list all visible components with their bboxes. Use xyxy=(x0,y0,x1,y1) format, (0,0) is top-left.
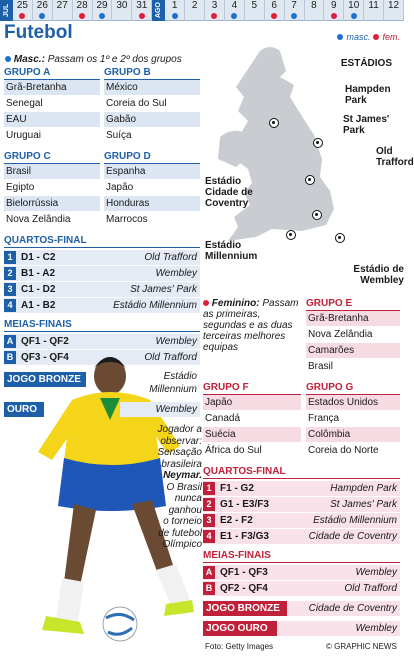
team-row: Grã-Bretanha xyxy=(4,80,100,96)
masc-note-label: Masc.: xyxy=(13,54,45,65)
team-row: Espanha xyxy=(104,164,200,180)
group-heading: GRUPO G xyxy=(306,381,400,395)
football-icon xyxy=(312,210,322,220)
calendar-day-number: 12 xyxy=(387,0,400,11)
player-note-line: nunca xyxy=(174,493,202,504)
match-number: 3 xyxy=(4,283,16,296)
match-markers xyxy=(39,13,45,19)
team-row: Uruguai xyxy=(4,128,100,144)
football-icon xyxy=(286,230,296,240)
calendar-day xyxy=(344,0,364,21)
match-number: 1 xyxy=(203,482,215,495)
match-number: B xyxy=(4,351,16,364)
calendar-day-number: 30 xyxy=(116,0,128,11)
masc-note xyxy=(5,54,182,65)
match-pair: E2 - F2 xyxy=(220,515,253,526)
masc-quarters-heading: QUARTOS-FINAL xyxy=(4,234,200,248)
player-note-line: Olímpico xyxy=(162,539,202,550)
venue-line: Millennium xyxy=(149,384,197,395)
player-note-line: ganhou xyxy=(168,504,202,516)
player-note-line: observar: xyxy=(160,435,202,447)
player-note-line: Sensação xyxy=(157,447,202,458)
calendar-day xyxy=(265,0,285,21)
match-markers xyxy=(172,13,178,19)
match-pair: C1 - D2 xyxy=(21,284,56,295)
team-row: Japão xyxy=(203,395,301,411)
masc-gold-venue: Wembley xyxy=(120,402,200,417)
match-number: 1 xyxy=(4,251,16,264)
photo-credit-right: Foto: Getty Images xyxy=(205,642,274,651)
fem-gold-venue: Wembley xyxy=(277,621,400,636)
legend-masc: masc. xyxy=(346,32,371,42)
copyright: © GRAPHIC NEWS xyxy=(326,642,397,651)
player-note-line: brasileira xyxy=(161,458,202,470)
match-number: A xyxy=(4,335,16,348)
team-row: Suíça xyxy=(104,128,200,144)
masc-bronze-venue xyxy=(126,370,200,398)
group-e xyxy=(306,297,400,375)
match-row xyxy=(203,581,400,596)
calendar-day xyxy=(53,0,73,21)
calendar-day xyxy=(245,0,265,21)
team-row: Senegal xyxy=(4,96,100,112)
calendar-day-number: 3 xyxy=(211,0,218,11)
team-row: Coreia do Norte xyxy=(306,443,400,459)
team-row: Egipto xyxy=(4,180,100,196)
team-row: Bielorrússia xyxy=(4,196,100,212)
team-row: Marrocos xyxy=(104,212,200,228)
match-row xyxy=(4,282,200,297)
calendar-day-number: 5 xyxy=(251,0,258,11)
calendar-day-number: 2 xyxy=(191,0,198,11)
group-heading: GRUPO B xyxy=(104,66,200,80)
map-title: ESTÁDIOS xyxy=(340,58,392,69)
venue-line: Estádio xyxy=(163,371,197,382)
group-f xyxy=(203,381,301,459)
match-row xyxy=(203,565,400,580)
group-a xyxy=(4,66,100,144)
calendar-day xyxy=(73,0,93,21)
team-row: Grã-Bretanha xyxy=(306,311,400,327)
football-icon xyxy=(305,175,315,185)
team-row: Japão xyxy=(104,180,200,196)
team-row: Honduras xyxy=(104,196,200,212)
masc-note-text: Passam os 1º e 2º dos grupos xyxy=(47,54,182,65)
calendar-day xyxy=(364,0,384,21)
match-venue: St James' Park xyxy=(130,284,197,295)
fem-bronze-venue: Cidade de Coventry xyxy=(287,601,400,616)
masc-dot-icon xyxy=(5,56,11,62)
calendar-day-number: 7 xyxy=(291,0,297,11)
fem-gold-bar: JOGO OURO xyxy=(203,621,277,636)
calendar-day-number: 29 xyxy=(96,0,108,11)
legend-fem: fem. xyxy=(382,32,400,42)
masc-match-dot-icon xyxy=(351,13,357,19)
fem-match-dot-icon xyxy=(139,13,145,19)
group-heading: GRUPO C xyxy=(4,150,100,164)
match-venue: Old Trafford xyxy=(144,352,197,363)
calendar-day xyxy=(225,0,245,21)
team-row: Nova Zelândia xyxy=(4,212,100,228)
fem-note-text: Passam as primeiras, segundas e as duas terceiras melhores equipas xyxy=(203,298,299,353)
match-markers xyxy=(79,13,85,19)
match-venue: Estádio Millennium xyxy=(113,300,197,311)
fem-match-dot-icon xyxy=(211,13,217,19)
team-row: Brasil xyxy=(306,359,400,375)
group-heading: GRUPO E xyxy=(306,297,400,311)
masc-gold-bar: OURO xyxy=(4,402,44,417)
calendar-day xyxy=(165,0,185,21)
calendar-day xyxy=(285,0,305,21)
month-label-ago: AGO xyxy=(152,0,165,21)
match-venue: St James' Park xyxy=(330,499,397,510)
player-note-line: de futebol xyxy=(158,527,202,539)
match-venue: Wembley xyxy=(155,336,197,347)
fem-match-dot-icon xyxy=(271,13,277,19)
calendar-day-number: 1 xyxy=(171,0,178,11)
match-venue: Hampden Park xyxy=(330,483,397,494)
player-note xyxy=(142,424,202,551)
match-pair: QF1 - QF3 xyxy=(220,567,268,578)
calendar-day-number: 10 xyxy=(348,0,360,11)
group-heading: GRUPO F xyxy=(203,381,301,395)
match-row xyxy=(4,298,200,313)
masc-match-dot-icon xyxy=(231,13,237,19)
team-row: Canadá xyxy=(203,411,301,427)
match-venue: Estádio Millennium xyxy=(313,515,397,526)
group-d xyxy=(104,150,200,228)
calendar-day xyxy=(93,0,113,21)
match-pair: QF2 - QF4 xyxy=(220,583,268,594)
player-note-line: Jogador a xyxy=(157,424,202,435)
match-pair: E1 - F3/G3 xyxy=(220,531,269,542)
match-venue: Old Trafford xyxy=(344,583,397,594)
calendar-strip xyxy=(0,0,404,21)
football-icon xyxy=(313,138,323,148)
calendar-day xyxy=(305,0,325,21)
team-row: Colômbia xyxy=(306,427,400,443)
calendar-day xyxy=(205,0,225,21)
calendar-day-number: 27 xyxy=(56,0,68,11)
group-c xyxy=(4,150,100,228)
fem-match-dot-icon xyxy=(331,13,337,19)
player-note-line: o torneio xyxy=(163,516,202,527)
calendar-day xyxy=(13,0,33,21)
stadium-label: St James' Park xyxy=(343,114,390,136)
match-number: 4 xyxy=(4,299,16,312)
match-venue: Old Trafford xyxy=(144,252,197,263)
match-row xyxy=(203,529,400,544)
team-row: África do Sul xyxy=(203,443,301,459)
team-row: Coreia do Sul xyxy=(104,96,200,112)
match-pair: D1 - C2 xyxy=(21,252,56,263)
masc-dot-icon xyxy=(337,34,343,40)
calendar-day-number: 28 xyxy=(76,0,88,11)
match-row xyxy=(203,513,400,528)
player-note-line: Neymar. xyxy=(163,470,202,481)
match-row xyxy=(4,266,200,281)
calendar-day-number: 25 xyxy=(16,0,28,11)
match-venue: Wembley xyxy=(155,268,197,279)
team-row: México xyxy=(104,80,200,96)
calendar-day-number: 9 xyxy=(331,0,337,11)
masc-match-dot-icon xyxy=(39,13,45,19)
stadium-label: Estádio de Wembley xyxy=(353,264,404,286)
masc-match-dot-icon xyxy=(172,13,178,19)
calendar-day xyxy=(132,0,152,21)
team-row: Camarões xyxy=(306,343,400,359)
calendar-day-number: 4 xyxy=(231,0,238,11)
calendar-day xyxy=(384,0,404,21)
match-pair: QF1 - QF2 xyxy=(21,336,69,347)
match-markers xyxy=(351,13,357,19)
masc-semis-heading: MEIAS-FINAIS xyxy=(4,318,200,332)
calendar-day xyxy=(324,0,344,21)
match-pair: B1 - A2 xyxy=(21,268,56,279)
match-number: 4 xyxy=(203,530,215,543)
match-pair: F1 - G2 xyxy=(220,483,254,494)
team-row: França xyxy=(306,411,400,427)
stadium-label: Old Trafford xyxy=(376,146,414,168)
match-number: 2 xyxy=(4,267,16,280)
player-note-line: O Brasil xyxy=(166,481,202,493)
group-g xyxy=(306,381,400,459)
masc-match-dot-icon xyxy=(99,13,105,19)
group-heading: GRUPO A xyxy=(4,66,100,80)
match-number: 3 xyxy=(203,514,215,527)
match-pair: A1 - B2 xyxy=(21,300,56,311)
match-number: A xyxy=(203,566,215,579)
team-row: EAU xyxy=(4,112,100,128)
fem-semis-heading: MEIAS-FINAIS xyxy=(203,549,400,563)
calendar-day xyxy=(185,0,205,21)
fem-quarters-heading: QUARTOS-FINAL xyxy=(203,465,400,479)
match-venue: Wembley xyxy=(355,567,397,578)
match-number: 2 xyxy=(203,498,215,511)
match-row xyxy=(4,250,200,265)
match-pair: QF3 - QF4 xyxy=(21,352,69,363)
masc-bronze-bar: JOGO BRONZE xyxy=(4,372,86,387)
calendar-day xyxy=(33,0,53,21)
match-markers xyxy=(19,13,25,19)
fem-bronze-bar: JOGO BRONZE xyxy=(203,601,287,616)
football-icon xyxy=(335,233,345,243)
page-title: Futebol xyxy=(4,22,73,43)
match-markers xyxy=(291,13,297,19)
match-pair: G1 - E3/F3 xyxy=(220,499,269,510)
match-venue: Cidade de Coventry xyxy=(308,531,397,542)
match-markers xyxy=(211,13,217,19)
calendar-day-number: 6 xyxy=(271,0,277,11)
team-row: Brasil xyxy=(4,164,100,180)
football-icon xyxy=(269,118,279,128)
calendar-day xyxy=(112,0,132,21)
match-markers xyxy=(331,13,337,19)
fem-dot-icon xyxy=(203,300,209,306)
month-label-jul: JUL xyxy=(0,0,13,21)
team-row: Suécia xyxy=(203,427,301,443)
team-row: Gabão xyxy=(104,112,200,128)
calendar-day-number: 8 xyxy=(311,0,317,11)
match-row xyxy=(203,497,400,512)
match-markers xyxy=(271,13,277,19)
team-row: Estados Unidos xyxy=(306,395,400,411)
fem-note xyxy=(203,298,301,353)
fem-match-dot-icon xyxy=(79,13,85,19)
group-heading: GRUPO D xyxy=(104,150,200,164)
calendar-day-number: 11 xyxy=(368,0,379,11)
masc-match-dot-icon xyxy=(291,13,297,19)
stadium-label: Hampden Park xyxy=(345,84,391,106)
match-number: B xyxy=(203,582,215,595)
stadium-label: Estádio Millennium xyxy=(205,240,258,262)
stadium-label: Estádio Cidade de Coventry xyxy=(205,176,253,209)
photo-credit-left: Fonte: LOCOG xyxy=(5,642,59,651)
group-b xyxy=(104,66,200,144)
match-row xyxy=(203,481,400,496)
match-markers xyxy=(99,13,105,19)
match-markers xyxy=(231,13,237,19)
calendar-day-number: 26 xyxy=(36,0,48,11)
calendar-day-number: 31 xyxy=(136,0,148,11)
fem-note-label: Feminino: xyxy=(211,298,260,309)
match-markers xyxy=(139,13,145,19)
team-row: Nova Zelândia xyxy=(306,327,400,343)
fem-dot-icon xyxy=(373,34,379,40)
fem-match-dot-icon xyxy=(19,13,25,19)
